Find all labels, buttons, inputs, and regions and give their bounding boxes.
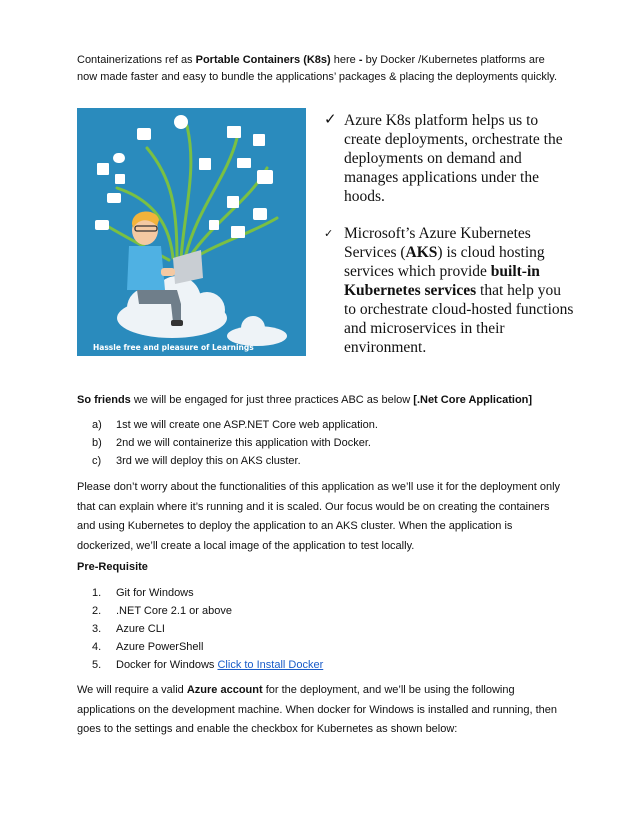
list-item xyxy=(92,656,323,674)
bullet-bold: built-in Kubernetes services xyxy=(344,263,540,299)
video-icon xyxy=(107,193,121,203)
list-item-text: Azure PowerShell xyxy=(116,641,204,653)
intro-bold-term: Portable Containers (K8s) xyxy=(195,54,331,66)
friends-paragraph xyxy=(77,391,565,409)
list-marker: 2. xyxy=(92,605,102,617)
list-item-text: Docker for Windows xyxy=(116,659,218,671)
like-icon xyxy=(253,208,267,220)
list-item-text: 2nd we will containerize this application with Docker. xyxy=(116,437,371,449)
cloud-icon xyxy=(113,153,125,163)
prerequisite-heading xyxy=(77,558,565,576)
list-item xyxy=(92,602,323,620)
list-marker: b) xyxy=(92,437,102,449)
book-icon xyxy=(231,226,245,238)
closing-text: for the deployment, and we’ll be using the following applications on the development machine. When docker for Windows is installed and running, then goes to the settings and enable the checkbox for Kubernetes as shown below: xyxy=(77,684,557,735)
illustration-caption: Hassle free and pleasure of Learnings xyxy=(93,343,254,352)
practices-list xyxy=(92,416,378,470)
intro-paragraph xyxy=(77,52,565,86)
list-item-text: Git for Windows xyxy=(116,587,194,599)
camera-icon xyxy=(137,128,151,140)
illustration-svg xyxy=(77,108,306,356)
install-docker-link[interactable]: Click to Install Docker xyxy=(217,659,324,671)
list-marker: 4. xyxy=(92,641,102,653)
list-marker: c) xyxy=(92,455,102,467)
intro-bold-dash: - xyxy=(358,54,363,66)
list-item-text: 3rd we will deploy this on AKS cluster. xyxy=(116,455,301,467)
prerequisite-list xyxy=(92,584,323,674)
wifi-icon xyxy=(115,174,125,184)
clock-icon xyxy=(199,158,211,170)
print-icon xyxy=(227,196,239,208)
checkmark-icon: ✓ xyxy=(324,228,334,240)
bullet-text: that help you to orchestrate cloud-hosted functions and microservices in their environment. xyxy=(344,282,574,356)
intro-text: by Docker /Kubernetes platforms are now made faster and easy to bundle the applications’ packages & placing the deployments quickly. xyxy=(77,54,558,83)
friends-bold-bracket: [.Net Core Application] xyxy=(413,394,533,406)
bar-chart-icon xyxy=(97,163,109,175)
list-item xyxy=(92,434,378,452)
list-item-text: 1st we will create one ASP.NET Core web application. xyxy=(116,419,378,431)
bullet-text: Microsoft’s Azure Kubernetes Services ( xyxy=(344,225,531,261)
bullet-bold: AKS xyxy=(405,244,438,261)
mail-icon xyxy=(95,220,109,230)
list-item xyxy=(92,416,378,434)
bullet-text: ) is cloud hosting services which provide xyxy=(344,244,545,280)
monitor-icon xyxy=(209,220,219,230)
intro-text: Containerizations ref as xyxy=(77,54,196,66)
info-icon xyxy=(174,115,188,129)
closing-bold: Azure account xyxy=(186,684,263,696)
list-marker: 5. xyxy=(92,659,102,671)
closing-text: We will require a valid xyxy=(77,684,187,696)
friends-bold: So friends xyxy=(77,394,131,406)
feature-bullet-list xyxy=(324,111,574,357)
illustration-figure xyxy=(77,108,306,356)
list-item xyxy=(92,584,323,602)
prerequisite-heading-text: Pre-Requisite xyxy=(77,561,148,573)
list-marker: a) xyxy=(92,419,102,431)
intro-text: here xyxy=(330,54,359,66)
list-item-text: .NET Core 2.1 or above xyxy=(116,605,232,617)
friends-text: we will be engaged for just three practices ABC as below xyxy=(130,394,414,406)
list-marker: 3. xyxy=(92,623,102,635)
list-item xyxy=(92,638,323,656)
checkmark-icon: ✓ xyxy=(324,112,337,128)
bullet-text: Azure K8s platform helps us to create deployments, orchestrate the deployments on demand and manages applications under the hoods. xyxy=(344,112,563,205)
closing-paragraph xyxy=(77,681,565,740)
list-item xyxy=(92,620,323,638)
list-marker: 1. xyxy=(92,587,102,599)
explanation-paragraph: Please don’t worry about the functionalities of this application as we’ll use it for the deployment only that can explain where it’s running and it is scaled. Our focus would be on creating the containers and using Kubernetes to deploy the application to an AKS cluster. When the application is dockerized, we’ll create a local image of the application to test locally. xyxy=(77,481,561,552)
bullet-item xyxy=(324,224,574,357)
list-item-text: Azure CLI xyxy=(116,623,165,635)
list-item xyxy=(92,452,378,470)
film-icon xyxy=(237,158,251,168)
music-icon xyxy=(253,134,265,146)
chart-icon xyxy=(227,126,241,138)
basket-icon xyxy=(257,170,273,184)
bullet-item xyxy=(324,111,574,206)
